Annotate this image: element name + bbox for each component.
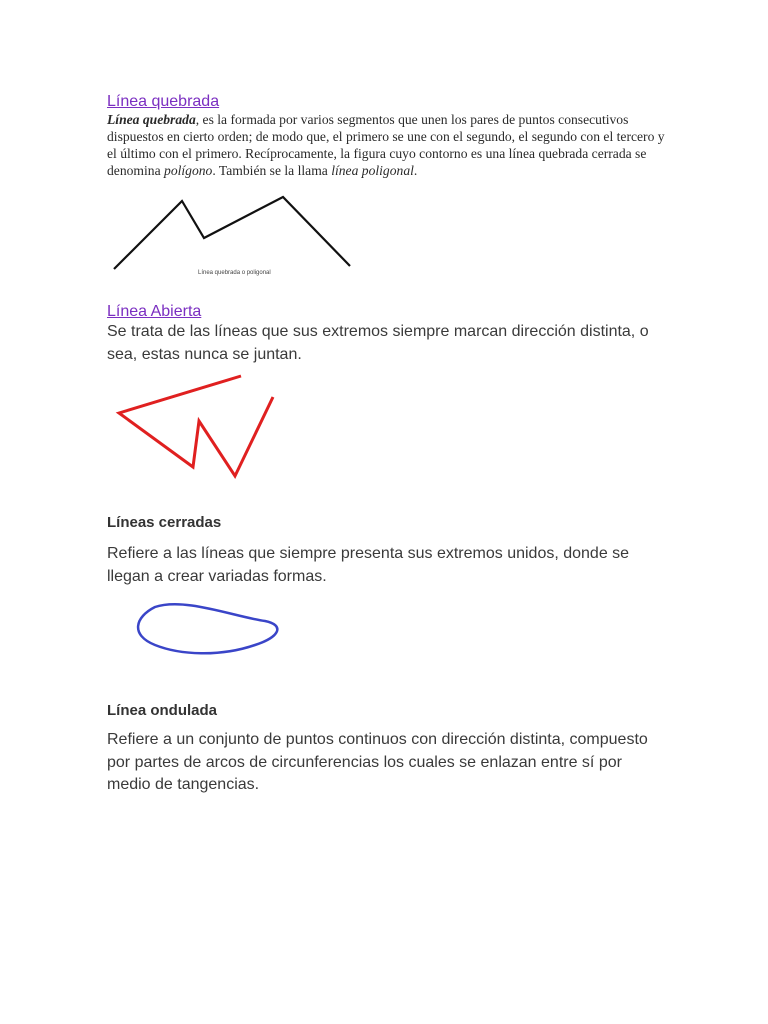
closed-curve (138, 604, 277, 653)
term-linea-quebrada: Línea quebrada (107, 112, 196, 127)
broken-polyline (114, 197, 350, 269)
link-linea-quebrada[interactable]: Línea quebrada (107, 93, 220, 110)
heading-lineas-cerradas: Líneas cerradas (107, 514, 222, 531)
text-c: . (413, 163, 418, 178)
figure-caption: Línea quebrada o poligonal (198, 270, 271, 276)
text-b: . También se la llama (212, 163, 332, 178)
em-poligono: polígono (164, 163, 213, 178)
text-a: , es la formada por varios segmentos que unen los pares de puntos consecutivos dispuestos en cierto orden; de modo que, el primero se une con el segundo, el segundo con el tercero y el último con el primero. Recíprocamente, la figura cuyo contorno es una línea quebrada cerrada se denomina (107, 112, 665, 178)
paragraph-linea-ondulada: Refiere a un conjunto de puntos continuos con dirección distinta, compuesto por partes de arcos de circunferencias los cuales se enlazan entre sí por medio de tangencias. (107, 731, 648, 793)
heading-linea-ondulada: Línea ondulada (107, 702, 218, 719)
em-linea-poligonal: línea poligonal (331, 163, 414, 178)
paragraph-linea-abierta: Se trata de las líneas que sus extremos siempre marcan dirección distinta, o sea, estas nunca se juntan. (107, 323, 649, 363)
figure-open-line (110, 370, 285, 485)
paragraph-lineas-cerradas: Refiere a las líneas que siempre presenta sus extremos unidos, donde se llegan a crear variadas formas. (107, 545, 630, 585)
paragraph-linea-quebrada (107, 111, 667, 179)
link-linea-abierta[interactable]: Línea Abierta (107, 303, 202, 320)
figure-closed-line (125, 595, 290, 665)
open-polyline (119, 376, 273, 476)
